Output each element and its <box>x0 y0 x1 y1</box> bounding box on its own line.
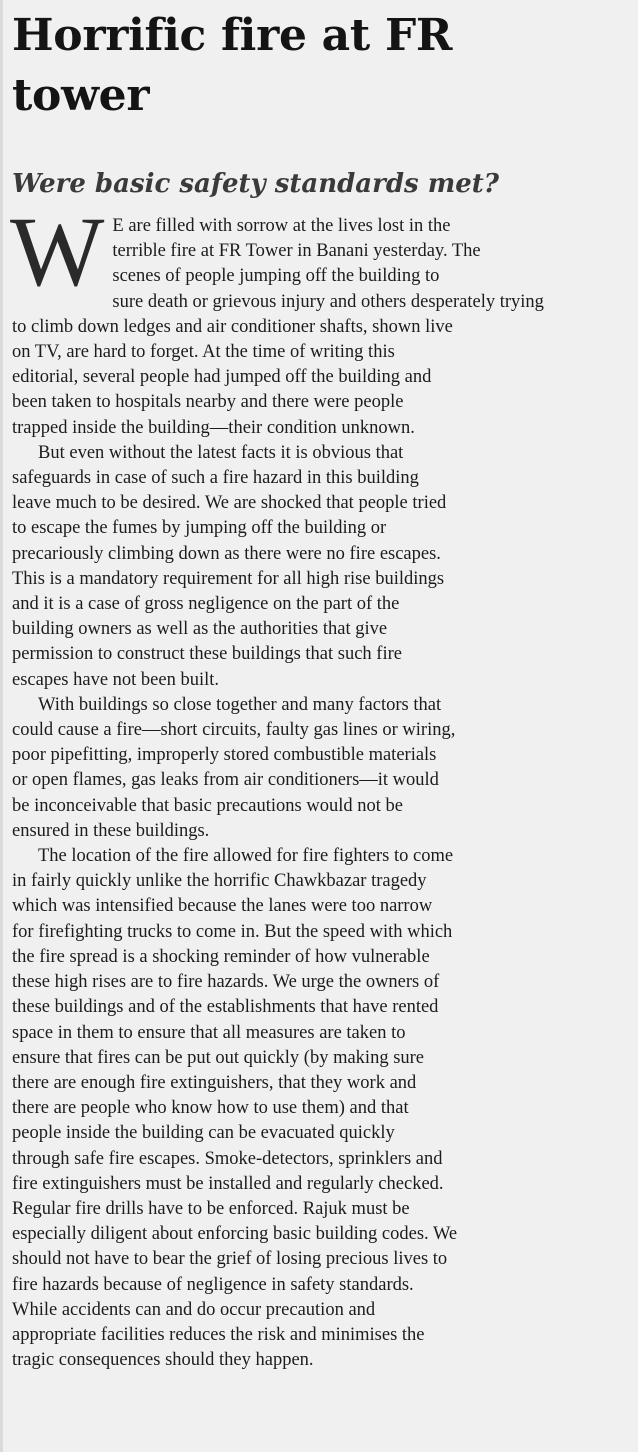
article-line: tragic consequences should they happen. <box>12 1350 314 1371</box>
article-line: there are enough fire extinguishers, that they work and <box>12 1072 417 1093</box>
headline-line-1: Horrific fire at FR <box>12 10 453 61</box>
article-line: fire hazards because of negligence in safety standards. <box>12 1274 414 1295</box>
article-line: This is a mandatory requirement for all high rise buildings <box>12 568 445 589</box>
article-line: editorial, several people had jumped off the building and <box>12 367 432 388</box>
article-line: to climb down ledges and air conditioner shafts, shown live <box>12 316 453 337</box>
article-line: terrible fire at FR Tower in Banani yesterday. The <box>112 241 481 262</box>
article-line: been taken to hospitals nearby and there were people <box>12 392 404 413</box>
article-line: these high rises are to fire hazards. We urge the owners of <box>12 972 440 993</box>
article-line: trapped inside the building—their condition unknown. <box>12 417 415 438</box>
article-line: there are people who know how to use them) and that <box>12 1098 409 1119</box>
article-line: to escape the fumes by jumping off the building or <box>12 518 387 539</box>
article-line: or open flames, gas leaks from air conditioners—it would <box>12 770 439 791</box>
article-line: building owners as well as the authorities that give <box>12 619 388 640</box>
article-line: ensured in these buildings. <box>12 820 210 841</box>
paragraph-container <box>10 196 638 1373</box>
headline-line-2: tower <box>12 70 150 121</box>
article-line: and it is a case of gross negligence on the part of the <box>12 594 400 615</box>
article-line: poor pipefitting, improperly stored combustible materials <box>12 745 437 766</box>
article-line: ensure that fires can be put out quickly (by making sure <box>12 1047 425 1068</box>
article-line: especially diligent about enforcing basic building codes. We <box>12 1224 458 1245</box>
article-line: leave much to be desired. We are shocked that people tried <box>12 493 447 514</box>
article-line: While accidents can and do occur precaution and <box>12 1299 376 1320</box>
article-line: fire extinguishers must be installed and regularly checked. <box>12 1173 444 1194</box>
article-body <box>10 196 638 1373</box>
headline <box>12 6 622 126</box>
article-line: appropriate facilities reduces the risk and minimises the <box>12 1324 425 1345</box>
drop-cap: W <box>10 196 105 307</box>
article-line: be inconceivable that basic precautions would not be <box>12 795 403 816</box>
article-line: which was intensified because the lanes were too narrow <box>12 896 433 917</box>
article-line: should not have to bear the grief of losing precious lives to <box>12 1249 448 1270</box>
article-line: through safe fire escapes. Smoke-detectors, sprinklers and <box>12 1148 443 1169</box>
article-line: safeguards in case of such a fire hazard in this building <box>12 468 419 489</box>
article-line: Regular fire drills have to be enforced. Rajuk must be <box>12 1198 410 1219</box>
article-line: sure death or grievous injury and others desperately trying <box>112 291 544 312</box>
article-line: With buildings so close together and many factors that <box>38 694 442 715</box>
article-line: precariously climbing down as there were no fire escapes. <box>12 543 441 564</box>
article-line: permission to construct these buildings that such fire <box>12 644 402 665</box>
article-line: escapes have not been built. <box>12 669 220 690</box>
article-line: people inside the building can be evacuated quickly <box>12 1123 395 1144</box>
article-line: The location of the fire allowed for fire fighters to come <box>38 846 454 867</box>
article-line: on TV, are hard to forget. At the time of writing this <box>12 342 395 363</box>
article-line: these buildings and of the establishments that have rented <box>12 997 439 1018</box>
article-line: the fire spread is a shocking reminder of how vulnerable <box>12 946 430 967</box>
article-line: But even without the latest facts it is obvious that <box>38 442 404 463</box>
article-line: in fairly quickly unlike the horrific Chawkbazar tragedy <box>12 871 427 892</box>
article-line: for firefighting trucks to come in. But the speed with which <box>12 921 453 942</box>
article-line: could cause a fire—short circuits, faulty gas lines or wiring, <box>12 720 456 741</box>
article-line: space in them to ensure that all measures are taken to <box>12 1022 406 1043</box>
article-line: scenes of people jumping off the building to <box>112 266 440 287</box>
subheadline: Were basic safety standards met? <box>12 169 500 199</box>
article-line: E are filled with sorrow at the lives lost in the <box>112 216 451 236</box>
